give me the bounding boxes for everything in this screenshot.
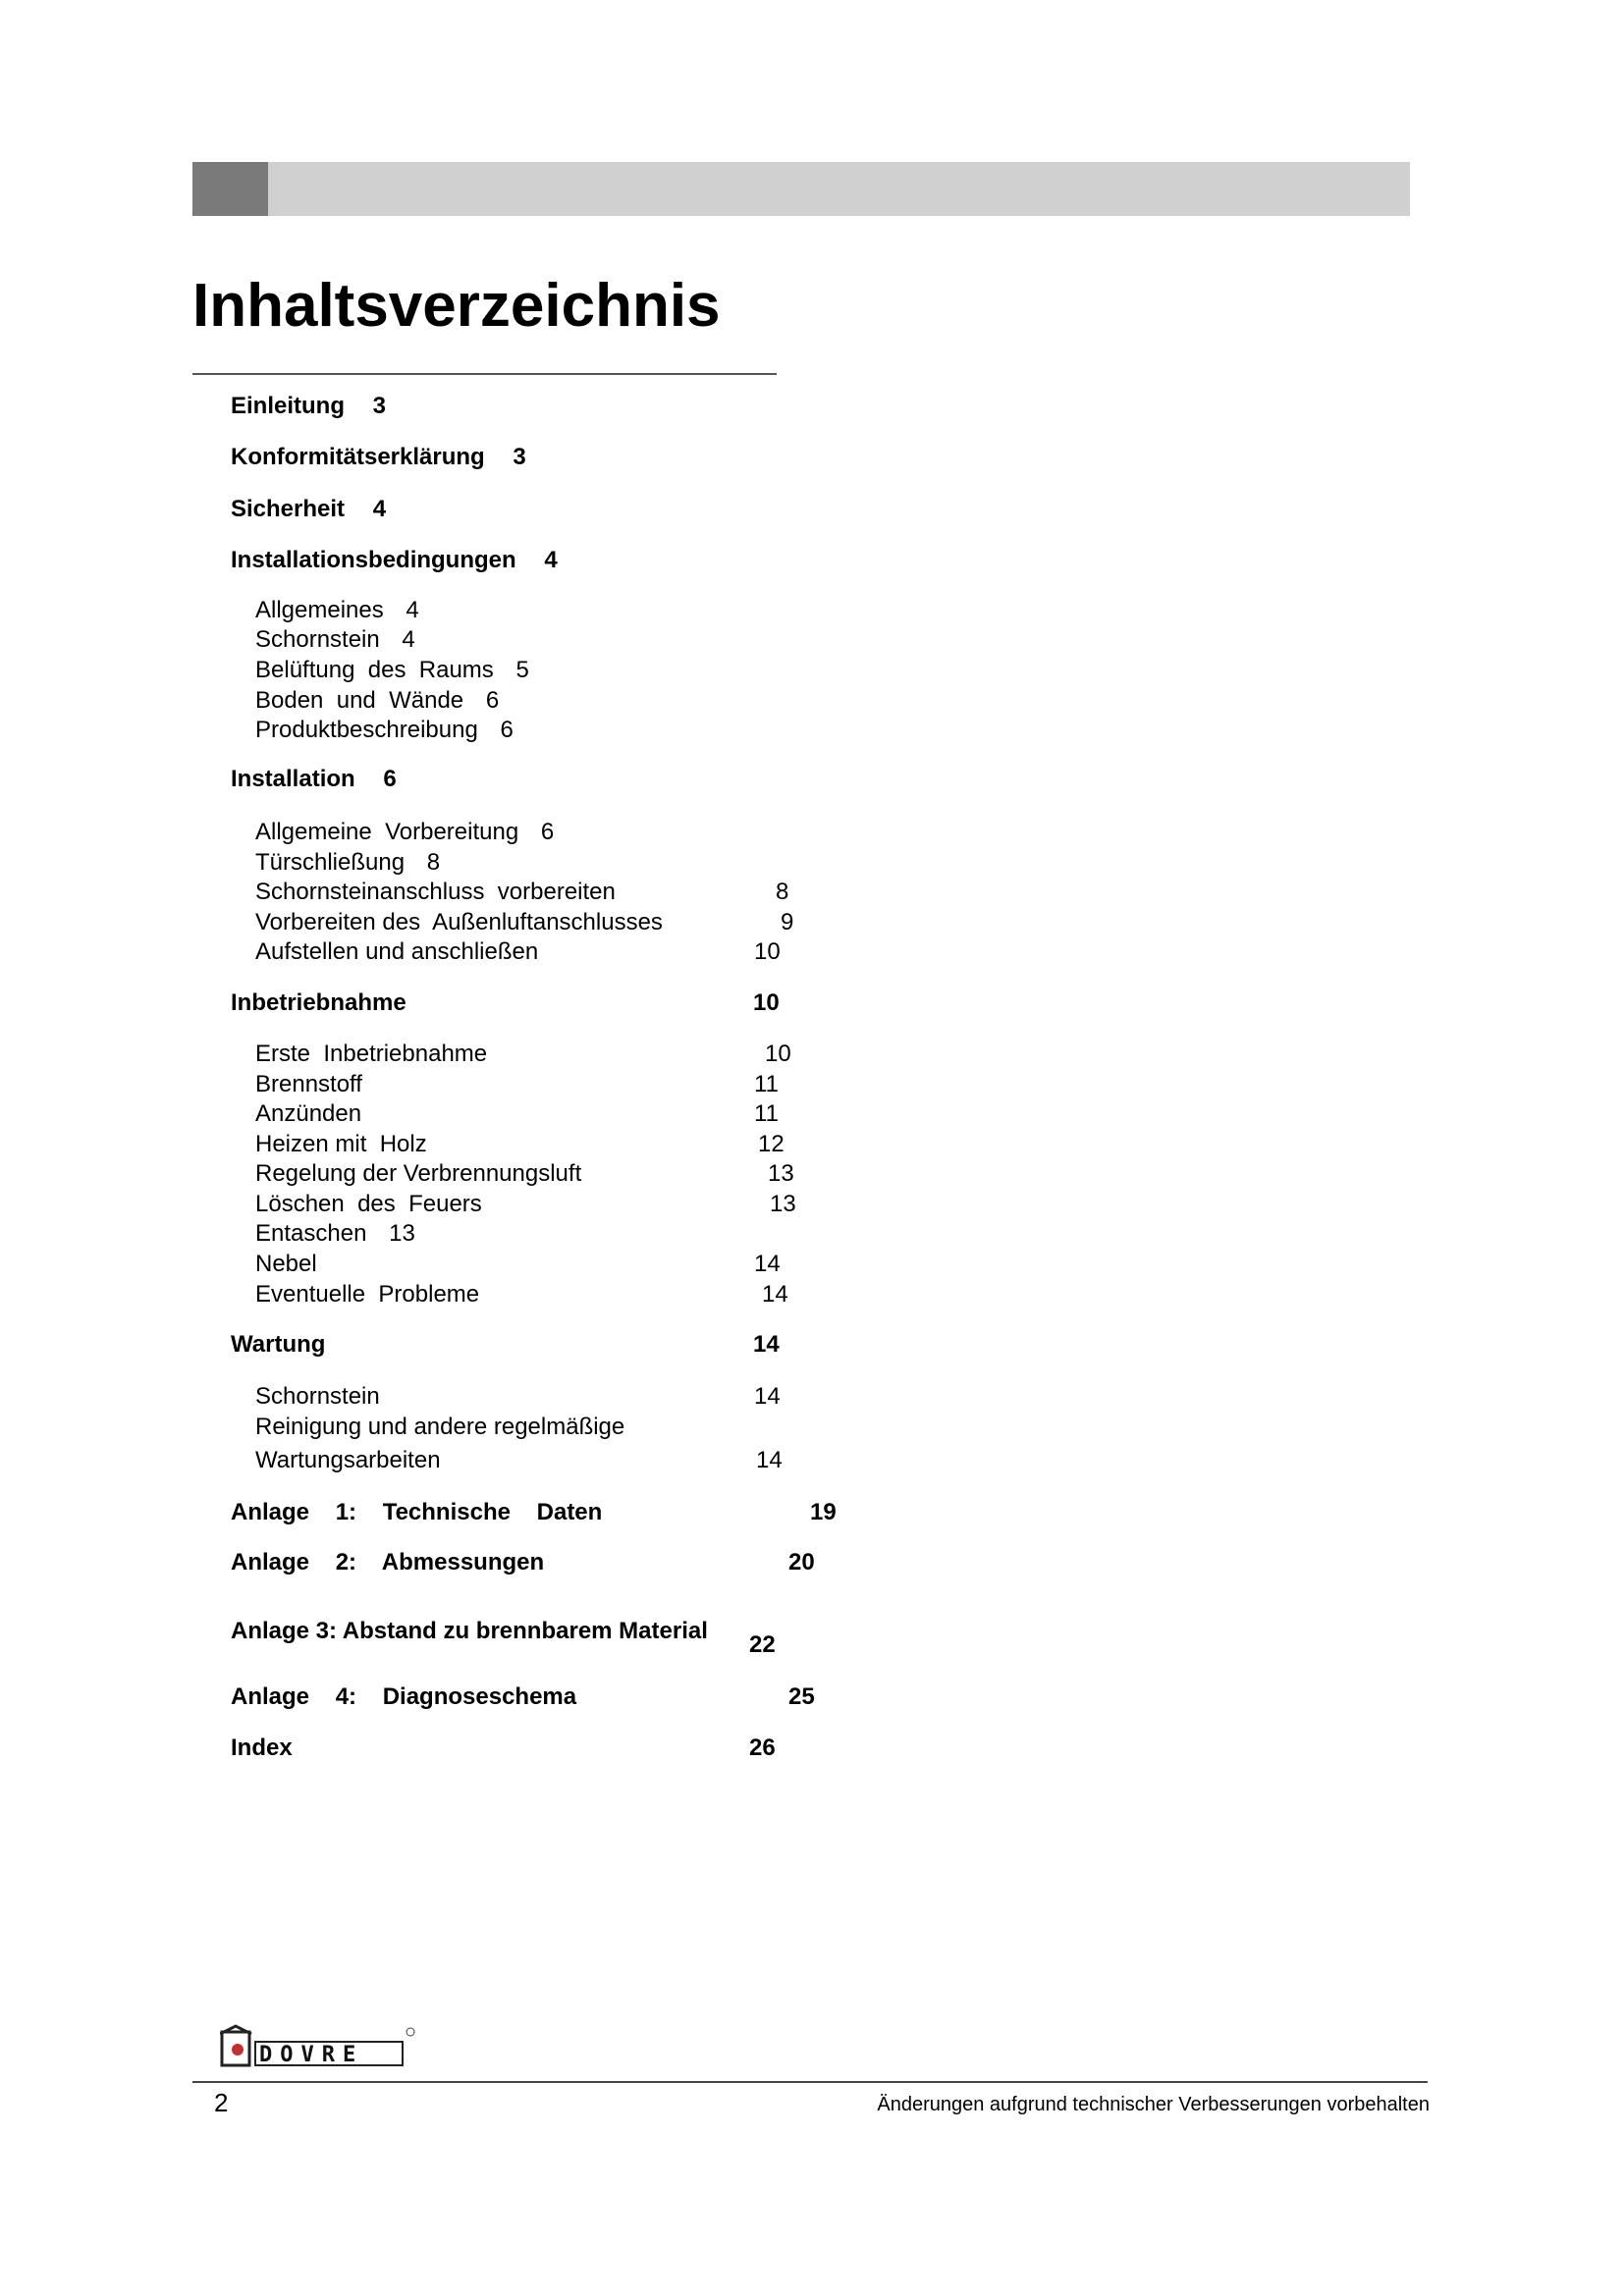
toc-label: Regelung der Verbrennungsluft xyxy=(255,1160,582,1187)
toc-entry-wartung[interactable] xyxy=(231,1329,780,1361)
toc-entry-probleme[interactable] xyxy=(255,1279,788,1310)
toc-entry-schornsteinanschluss[interactable] xyxy=(255,877,789,908)
toc-label: Konformitätserklärung xyxy=(231,444,485,470)
toc-label: Einleitung xyxy=(231,393,345,419)
toc-page: 8 xyxy=(776,879,789,905)
toc-entry-nebel[interactable] xyxy=(255,1249,781,1280)
toc-label: Anzünden xyxy=(255,1100,362,1127)
toc-page: 11 xyxy=(754,1100,779,1127)
toc-page: 4 xyxy=(406,597,419,623)
toc-entry-anlage-3[interactable] xyxy=(231,1616,776,1658)
toc-label: Produktbeschreibung xyxy=(255,717,478,743)
toc-page: 26 xyxy=(749,1735,776,1761)
toc-label: Brennstoff xyxy=(255,1071,362,1097)
toc-page: 19 xyxy=(810,1499,837,1525)
toc-entry-index[interactable] xyxy=(231,1733,776,1764)
toc-page: 3 xyxy=(372,393,387,419)
toc-entry-anzuenden[interactable] xyxy=(255,1098,779,1130)
page-number: 2 xyxy=(214,2088,229,2117)
toc-entry-konformitaet[interactable] xyxy=(231,442,526,473)
toc-label: Anlage 3: Abstand zu brennbarem Material xyxy=(231,1618,708,1644)
toc-entry-erste[interactable] xyxy=(255,1039,791,1070)
toc-page: 14 xyxy=(756,1447,783,1473)
toc-label: Nebel xyxy=(255,1251,317,1277)
toc-label: Installationsbedingungen xyxy=(231,547,516,573)
toc-label: Boden und Wände xyxy=(255,687,464,714)
toc-entry-vorbereitung[interactable] xyxy=(255,817,554,848)
footer-disclaimer: Änderungen aufgrund technischer Verbesserungen vorbehalten xyxy=(877,2094,1430,2115)
toc-entry-brennstoff[interactable] xyxy=(255,1069,779,1100)
toc-entry-anlage-1[interactable] xyxy=(231,1497,837,1528)
toc-page: 14 xyxy=(754,1251,781,1277)
toc-page: 14 xyxy=(754,1383,781,1410)
toc-page: 12 xyxy=(758,1131,785,1157)
toc-label: Wartungsarbeiten xyxy=(255,1447,441,1473)
toc-label: Installation xyxy=(231,766,355,792)
toc-label: Index xyxy=(231,1735,293,1761)
toc-entry-schornstein[interactable] xyxy=(255,624,415,656)
toc-entry-einleitung[interactable] xyxy=(231,391,386,422)
toc-page: 25 xyxy=(788,1683,815,1710)
toc-label: Schornstein xyxy=(255,626,380,653)
toc-entry-installation[interactable] xyxy=(231,764,397,795)
toc-page: 6 xyxy=(383,766,397,792)
toc-page: 3 xyxy=(513,444,526,470)
header-bar xyxy=(192,162,1410,216)
toc-label: Anlage 1: Technische Daten xyxy=(231,1499,603,1525)
toc-page: 5 xyxy=(515,657,529,683)
toc-label: Türschließung xyxy=(255,849,406,876)
toc-entry-produkt[interactable] xyxy=(255,715,514,746)
toc-label: Vorbereiten des Außenluftanschlusses xyxy=(255,909,663,935)
toc-page: 6 xyxy=(485,687,500,714)
toc-page: 14 xyxy=(753,1331,780,1358)
toc-page: 6 xyxy=(500,717,514,743)
toc-entry-schornstein-wartung[interactable] xyxy=(255,1381,781,1413)
toc-label: Aufstellen und anschließen xyxy=(255,938,539,965)
toc-entry-heizen[interactable] xyxy=(255,1129,785,1160)
toc-page: 14 xyxy=(762,1281,788,1308)
toc-label: Allgemeines xyxy=(255,597,384,623)
toc-entry-boden[interactable] xyxy=(255,685,499,717)
toc-label: Schornstein xyxy=(255,1383,380,1410)
toc-entry-anlage-4[interactable] xyxy=(231,1682,815,1713)
toc-label: Wartung xyxy=(231,1331,326,1358)
toc-label: Belüftung des Raums xyxy=(255,657,494,683)
toc-entry-loeschen[interactable] xyxy=(255,1189,796,1220)
title-divider xyxy=(192,373,777,375)
toc-page: 20 xyxy=(788,1549,815,1575)
toc-entry-anlage-2[interactable] xyxy=(231,1547,815,1578)
toc-label: Allgemeine Vorbereitung xyxy=(255,819,519,845)
toc-entry-belueftung[interactable] xyxy=(255,655,529,686)
toc-entry-installationsbedingungen[interactable] xyxy=(231,545,558,576)
toc-label: Anlage 2: Abmessungen xyxy=(231,1549,545,1575)
footer-divider xyxy=(192,2081,1428,2083)
toc-entry-aussenluft[interactable] xyxy=(255,907,794,938)
toc-page: 6 xyxy=(540,819,555,845)
toc-entry-reinigung[interactable] xyxy=(255,1412,624,1443)
toc-label: Schornsteinanschluss vorbereiten xyxy=(255,879,616,905)
toc-page: 11 xyxy=(754,1071,779,1097)
toc-entry-sicherheit[interactable] xyxy=(231,494,386,525)
dovre-logo xyxy=(220,2024,416,2067)
toc-entry-tuerschliessung[interactable] xyxy=(255,847,440,879)
toc-page: 4 xyxy=(544,547,558,573)
toc-page: 8 xyxy=(426,849,441,876)
toc-label: Inbetriebnahme xyxy=(231,989,406,1016)
toc-entry-regelung[interactable] xyxy=(255,1158,794,1190)
toc-page: 13 xyxy=(389,1220,415,1247)
toc-page: 10 xyxy=(753,989,780,1016)
toc-entry-aufstellen[interactable] xyxy=(255,936,781,968)
toc-label: Erste Inbetriebnahme xyxy=(255,1041,488,1067)
page-title: Inhaltsverzeichnis xyxy=(192,272,721,340)
toc-page: 13 xyxy=(768,1160,794,1187)
svg-text:DOVRE: DOVRE xyxy=(259,2043,364,2067)
toc-entry-inbetriebnahme[interactable] xyxy=(231,988,780,1019)
toc-entry-entaschen[interactable] xyxy=(255,1218,415,1250)
toc-page: 10 xyxy=(754,938,781,965)
toc-label: Anlage 4: Diagnoseschema xyxy=(231,1683,577,1710)
toc-label: Entaschen xyxy=(255,1220,367,1247)
toc-page: 13 xyxy=(770,1191,796,1217)
toc-label: Löschen des Feuers xyxy=(255,1191,482,1217)
toc-page: 9 xyxy=(781,909,794,935)
header-bar-block xyxy=(192,162,268,216)
toc-label: Reinigung und andere regelmäßige xyxy=(255,1414,625,1440)
toc-page: 22 xyxy=(749,1631,776,1658)
toc-entry-wartungsarbeiten[interactable] xyxy=(255,1445,783,1476)
toc-entry-allgemeines[interactable] xyxy=(255,595,419,626)
toc-page: 4 xyxy=(402,626,415,653)
toc-page: 10 xyxy=(765,1041,791,1067)
toc-label: Eventuelle Probleme xyxy=(255,1281,480,1308)
toc-label: Sicherheit xyxy=(231,496,346,522)
toc-page: 4 xyxy=(372,496,387,522)
toc-label: Heizen mit Holz xyxy=(255,1131,427,1157)
